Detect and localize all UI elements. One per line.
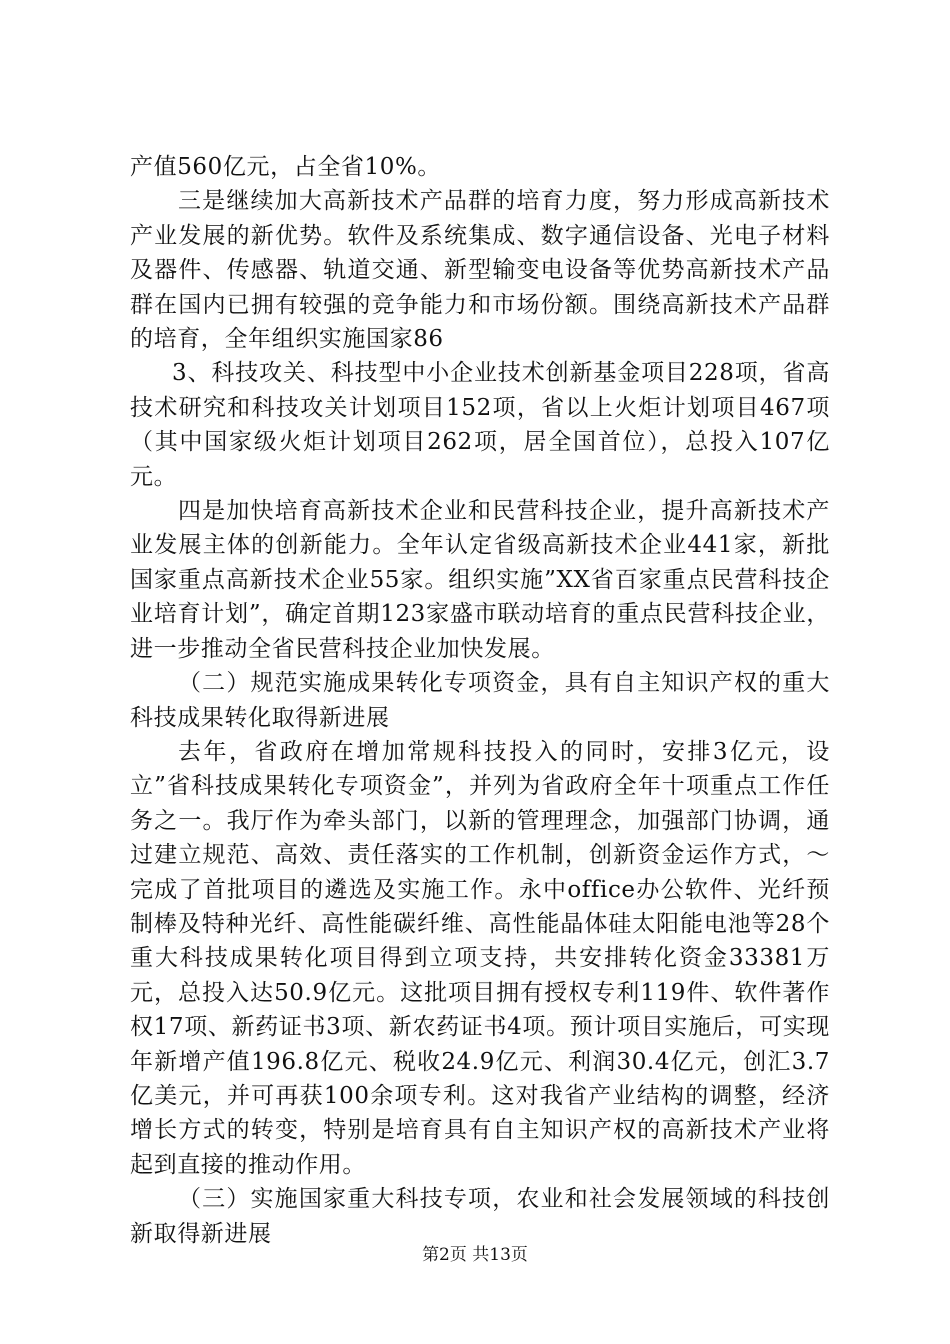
- paragraph-continuation: 产值560亿元，占全省10%。: [130, 154, 442, 180]
- paragraph-point-four: 四是加快培育高新技术企业和民营科技企业，提升高新技术产业发展主体的创新能力。全年认定省级高新技术企业441家，新批国家重点高新技术企业55家。组织实施”XX省百家重点民营科技企业培育计划”，确定首期123家盛市联动培育的重点民营科技企业，进一步推动全省民营科技企业加快发展。: [130, 498, 830, 662]
- document-body: [130, 150, 830, 1251]
- paragraph-point-three: 三是继续加大高新技术产品群的培育力度，努力形成高新技术产业发展的新优势。软件及系统集成、数字通信设备、光电子材料及器件、传感器、轨道交通、新型输变电设备等优势高新技术产品群在国内已拥有较强的竞争能力和市场份额。围绕高新技术产品群的培育，全年组织实施国家86: [130, 188, 830, 353]
- page-number-footer: 第2页 共13页: [422, 1245, 528, 1265]
- section-heading-three: （三）实施国家重大科技专项，农业和社会发展领域的科技创新取得新进展: [130, 1186, 830, 1247]
- paragraph-projects: 3、科技攻关、科技型中小企业技术创新基金项目228项，省高技术研究和科技攻关计划项目152项，省以上火炬计划项目467项（其中国家级火炬计划项目262项，居全国首位），总投入107亿元。: [130, 360, 830, 490]
- paragraph-transfer-fund: 去年，省政府在增加常规科技投入的同时，安排3亿元，设立”省科技成果转化专项资金”，并列为省政府全年十项重点工作任务之一。我厅作为牵头部门，以新的管理理念，加强部门协调，通过建立规范、高效、责任落实的工作机制，创新资金运作方式，～完成了首批项目的遴选及实施工作。永中office办公软件、光纤预制棒及特种光纤、高性能碳纤维、高性能晶体硅太阳能电池等28个重大科技成果转化项目得到立项支持，共安排转化资金33381万元，总投入达50.9亿元。这批项目拥有授权专利119件、软件著作权17项、新药证书3项、新农药证书4项。预计项目实施后，可实现年新增产值196.8亿元、税收24.9亿元、利润30.4亿元，创汇3.7亿美元，并可再获100余项专利。这对我省产业结构的调整，经济增长方式的转变，特别是培育具有自主知识产权的高新技术产业将起到直接的推动作用。: [130, 738, 830, 1178]
- section-heading-two: （二）规范实施成果转化专项资金，具有自主知识产权的重大科技成果转化取得新进展: [130, 670, 830, 731]
